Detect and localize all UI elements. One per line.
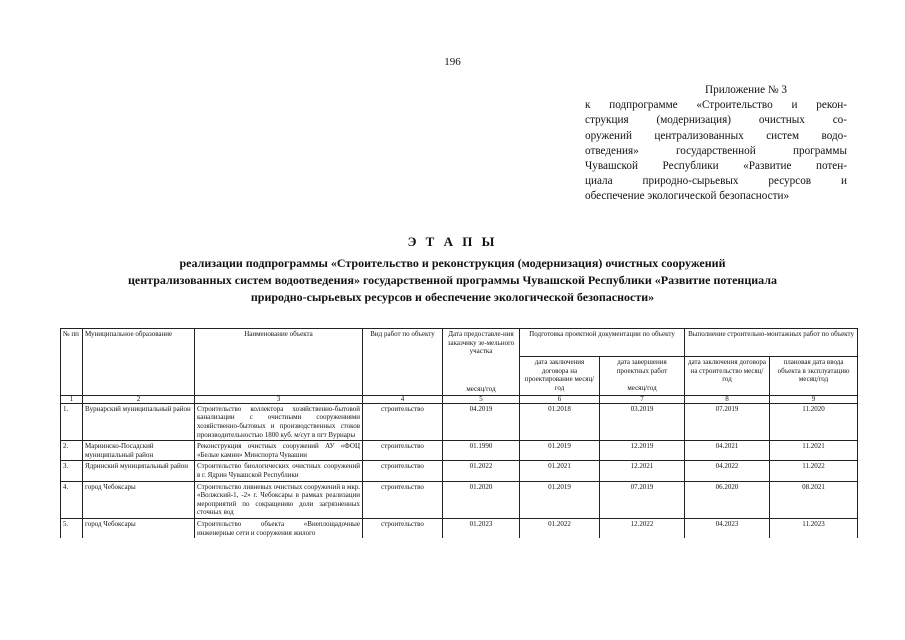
row-design-completion: 03.2019: [600, 403, 685, 440]
row-construction-contract: 06.2020: [685, 481, 770, 518]
appendix-line: отведения» государственной программы: [585, 144, 847, 157]
row-provision-date: 04.2019: [443, 403, 520, 440]
row-municipality: Мариинско-Посадский муниципальный район: [83, 441, 195, 461]
header-object: Наименование объекта: [195, 329, 363, 396]
header-provision-unit: месяц/год: [443, 357, 520, 396]
column-number: 6: [520, 395, 600, 403]
row-municipality: Вурнарский муниципальный район: [83, 403, 195, 440]
row-provision-date: 01.2022: [443, 461, 520, 481]
row-object: Строительство биологических очистных сооружений в г. Ядрин Чувашской Республики: [195, 461, 363, 481]
header-design-completion-label: дата завершения проектных работ: [616, 358, 668, 375]
row-design-completion: 12.2019: [600, 441, 685, 461]
appendix-line: обеспечение экологической безопасности»: [585, 190, 790, 203]
table-row: [61, 461, 858, 481]
row-commissioning: 08.2021: [770, 481, 858, 518]
column-number: 2: [83, 395, 195, 403]
header-commissioning: плановая дата ввода объекта в эксплуатацию месяц/год: [770, 357, 858, 396]
heading-subtitle-line: централизованных систем водоотведения» государственной программы Чувашской Республики «Развитие потенциала: [128, 273, 777, 287]
row-object: Строительство ливневых очистных сооружений в мкр. «Волжский-1, -2» г. Чебоксары в рамках реализации мероприятий по сокращению доли загрязненных сточных вод: [195, 481, 363, 518]
row-construction-contract: 04.2022: [685, 461, 770, 481]
row-provision-date: 01.2020: [443, 481, 520, 518]
row-commissioning: 11.2021: [770, 441, 858, 461]
row-num: 4.: [61, 481, 83, 518]
heading-title: Э Т А П Ы: [407, 234, 498, 249]
page-number: 196: [444, 56, 461, 68]
column-number: 5: [443, 395, 520, 403]
header-design-completion-unit: месяц/год: [627, 383, 657, 392]
row-work-type: строительство: [363, 518, 443, 538]
row-design-contract: 01.2021: [520, 461, 600, 481]
row-object: Строительство объекта «Внеплощадочные инженерные сети и сооружения жилого: [195, 518, 363, 538]
column-number: 8: [685, 395, 770, 403]
column-number: 1: [61, 395, 83, 403]
appendix-line: Чувашской Республики «Развитие потен-: [585, 160, 847, 173]
column-number: 7: [600, 395, 685, 403]
appendix-line: струкция (модернизация) очистных со-: [585, 114, 847, 127]
header-num: № пп: [61, 329, 83, 396]
appendix-block: [585, 83, 847, 205]
row-construction-contract: 04.2023: [685, 518, 770, 538]
table-row: [61, 403, 858, 440]
row-construction-contract: 07.2019: [685, 403, 770, 440]
column-number: 9: [770, 395, 858, 403]
stages-table: [60, 328, 858, 538]
header-work-type: Вид работ по объекту: [363, 329, 443, 396]
row-commissioning: 11.2023: [770, 518, 858, 538]
row-object: Строительство коллектора хозяйственно-бытовой канализации с очистными сооружениями хозяйственно-бытовых и производственных стоков производительностью 1800 куб. м/сут в пгт Вурнары: [195, 403, 363, 440]
appendix-line: к подпрограмме «Строительство и рекон-: [585, 99, 847, 112]
row-municipality: город Чебоксары: [83, 481, 195, 518]
table-row: [61, 518, 858, 538]
header-construction-group: Выполнение строительно-монтажных работ по объекту: [685, 329, 858, 357]
row-provision-date: 01.2023: [443, 518, 520, 538]
table-row: [61, 481, 858, 518]
row-design-completion: 12.2022: [600, 518, 685, 538]
appendix-line: циала природно-сырьевых ресурсов и: [585, 175, 847, 188]
document-heading: [0, 234, 905, 306]
row-work-type: строительство: [363, 403, 443, 440]
appendix-title: Приложение № 3: [705, 84, 787, 96]
row-work-type: строительство: [363, 441, 443, 461]
row-design-contract: 01.2019: [520, 481, 600, 518]
header-design-group: Подготовка проектной документации по объекту: [520, 329, 685, 357]
row-num: 3.: [61, 461, 83, 481]
header-design-completion: [600, 357, 685, 396]
row-work-type: строительство: [363, 461, 443, 481]
row-design-contract: 01.2019: [520, 441, 600, 461]
row-design-contract: 01.2018: [520, 403, 600, 440]
row-commissioning: 11.2020: [770, 403, 858, 440]
header-construction-contract: дата заключения договора на строительство месяц/год: [685, 357, 770, 396]
heading-subtitle-line: природно-сырьевых ресурсов и обеспечение экологической безопасности»: [250, 290, 655, 304]
row-work-type: строительство: [363, 481, 443, 518]
row-commissioning: 11.2022: [770, 461, 858, 481]
row-provision-date: 01.1990: [443, 441, 520, 461]
row-num: 1.: [61, 403, 83, 440]
header-municipality: Муниципальное образование: [83, 329, 195, 396]
row-object: Реконструкция очистных сооружений АУ «ФОЦ «Белые камни» Минспорта Чувашии: [195, 441, 363, 461]
table-row: [61, 441, 858, 461]
header-provision-date: Дата предоставле-ния заказчику зе-мельного участка: [443, 329, 520, 357]
row-municipality: Ядринский муниципальный район: [83, 461, 195, 481]
appendix-line: оружений централизованных систем водо-: [585, 129, 847, 142]
row-construction-contract: 04.2021: [685, 441, 770, 461]
header-design-contract: дата заключения договора на проектирование месяц/год: [520, 357, 600, 396]
row-municipality: город Чебоксары: [83, 518, 195, 538]
row-design-completion: 07.2019: [600, 481, 685, 518]
column-number: 4: [363, 395, 443, 403]
column-number: 3: [195, 395, 363, 403]
row-num: 2.: [61, 441, 83, 461]
heading-subtitle-line: реализации подпрограммы «Строительство и реконструкция (модернизация) очистных сооружений: [179, 256, 726, 270]
row-design-contract: 01.2022: [520, 518, 600, 538]
row-design-completion: 12.2021: [600, 461, 685, 481]
row-num: 5.: [61, 518, 83, 538]
